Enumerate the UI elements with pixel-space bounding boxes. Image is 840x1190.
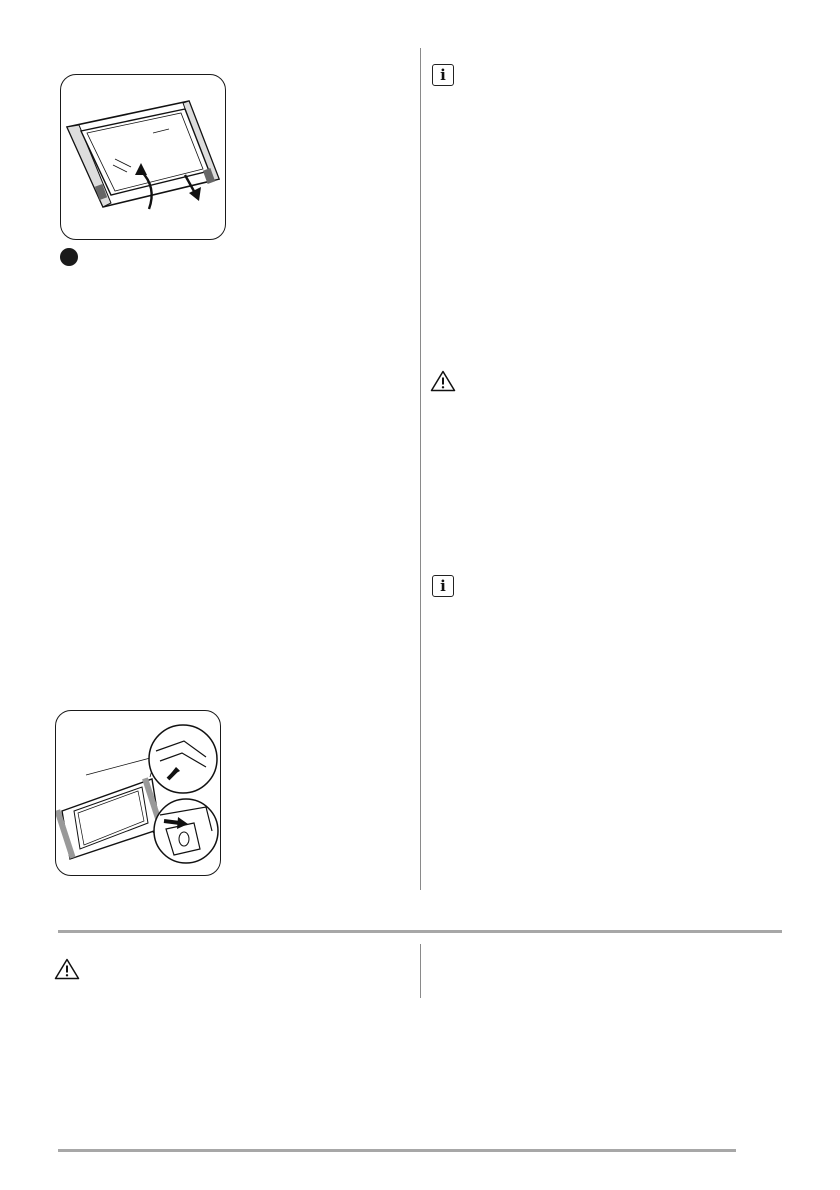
- section-divider: [58, 930, 782, 933]
- door-glass-illustration: [61, 75, 225, 239]
- info-icon: i: [432, 575, 454, 597]
- door-hinge-illustration: [56, 711, 220, 875]
- warning-icon: [54, 958, 80, 980]
- warning-icon: [430, 370, 456, 392]
- door-hinge-detail-figure: [55, 710, 221, 876]
- column-divider-upper: [420, 48, 421, 890]
- step-marker-dot: [60, 248, 78, 266]
- door-glass-removal-figure: [60, 74, 226, 240]
- footer-divider: [58, 1149, 736, 1152]
- info-icon: i: [432, 64, 454, 86]
- column-divider-lower: [420, 944, 421, 998]
